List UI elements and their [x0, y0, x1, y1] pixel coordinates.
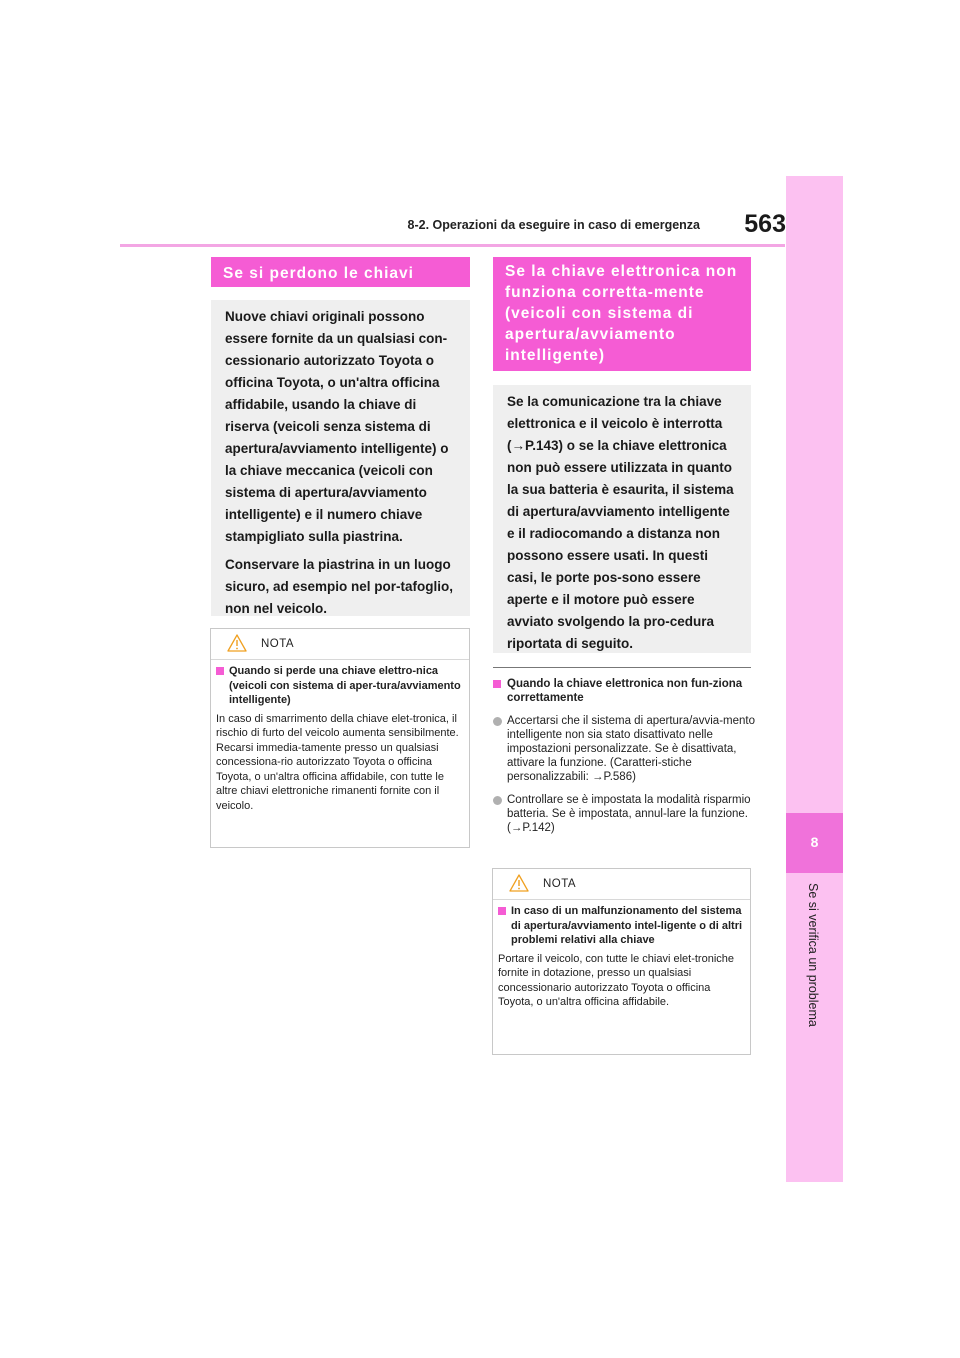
header-rule	[120, 244, 785, 247]
nota-item-title-text: In caso di un malfunzionamento del sistema di apertura/avviamento intel-ligente o di altri problemi relativi alla chiave	[511, 905, 743, 946]
nota-text: In caso di smarrimento della chiave elet-tronica, il rischio di furto del veicolo aumenta sensibilmente. Recarsi immedia-tamente presso un qualsiasi concessiona-rio autorizzato Toyota o officina Toyota, o un'altra officina affidabile, con tutte le altre chiavi elettroniche rimanenti fornite con il veicolo.	[216, 712, 459, 812]
warning-triangle-icon	[509, 874, 529, 892]
lost-keys-paragraph-1: Nuove chiavi originali possono essere fornite da un qualsiasi con-cessionario autorizzato Toyota o officina Toyota, o un'altra officina affidabile, usando la chiave di riserva (veicoli senza sistema di apertura/avviamento intelligente) o la chiave meccanica (veicoli con sistema di apertura/avviamento intelligente) e il numero chiave stampigliato sulla piastrina.	[225, 309, 449, 544]
nota-body	[211, 660, 469, 813]
malfunction-list	[493, 677, 755, 844]
gray-dot-icon	[493, 717, 502, 726]
pink-square-icon	[493, 680, 501, 688]
list-title	[493, 677, 755, 705]
pink-square-icon	[216, 667, 224, 675]
list-item-text: Accertarsi che il sistema di apertura/avvia-mento intelligente non sia stato disattivato nelle impostazioni personalizzate. Se è disattivata, attivare la funzione. (Caratteri-stiche personalizzabili: →P.586)	[507, 715, 755, 783]
heading-key-malfunction: Se la chiave elettronica non funziona corretta-mente (veicoli con sistema di apertura/avviamento intelligente)	[493, 257, 751, 371]
nota-box-malfunction	[492, 868, 751, 1055]
section-divider	[493, 667, 751, 668]
key-malfunction-paragraph: Se la comunicazione tra la chiave elettronica e il veicolo è interrotta (→P.143) o se la chiave elettronica non può essere utilizzata in quanto la sua batteria è esaurita, il sistema di apertura/avviamento intelligente e il radiocomando a distanza non possono essere usati. In questi casi, le porte pos-sono essere aperte e il motore può essere avviato svolgendo la pro-cedura riportata di seguito.	[507, 394, 734, 651]
nota-label: NOTA	[261, 638, 295, 650]
chapter-label-text: Se si verifica un problema	[806, 883, 820, 1027]
nota-body	[493, 900, 750, 1010]
nota-box-lost-key	[210, 628, 470, 848]
nota-item-title	[498, 904, 744, 948]
chapter-number: 8	[810, 834, 819, 850]
lost-keys-paragraph-2: Conservare la piastrina in un luogo sicuro, ad esempio nel por-tafoglio, non nel veicolo.	[225, 557, 454, 616]
gray-dot-icon	[493, 796, 502, 805]
key-malfunction-panel	[493, 385, 751, 653]
nota-item-title	[216, 664, 463, 708]
list-title-text: Quando la chiave elettronica non fun-ziona correttamente	[507, 678, 743, 704]
nota-label: NOTA	[543, 878, 577, 890]
side-tab-strip	[786, 176, 843, 1182]
page-number: 563	[744, 210, 786, 238]
lost-keys-panel	[211, 300, 470, 616]
nota-header	[493, 869, 750, 900]
list-item	[493, 714, 755, 784]
nota-text: Portare il veicolo, con tutte le chiavi elet-troniche fornite in dotazione, presso un qualsiasi concessionario autorizzato Toyota o officina Toyota, o un'altra officina affidabile.	[498, 952, 735, 1008]
nota-item-title-text: Quando si perde una chiave elettro-nica (veicoli con sistema di aper-tura/avviamento intelligente)	[229, 665, 461, 706]
heading-lost-keys: Se si perdono le chiavi	[211, 257, 470, 287]
list-item-text: Controllare se è impostata la modalità risparmio batteria. Se è impostata, annul-lare la funzione. (→P.142)	[507, 794, 751, 834]
section-title: 8-2. Operazioni da eseguire in caso di emergenza	[407, 218, 700, 232]
warning-triangle-icon	[227, 634, 247, 652]
list-item	[493, 793, 755, 835]
nota-header	[211, 629, 469, 660]
pink-square-icon	[498, 907, 506, 915]
